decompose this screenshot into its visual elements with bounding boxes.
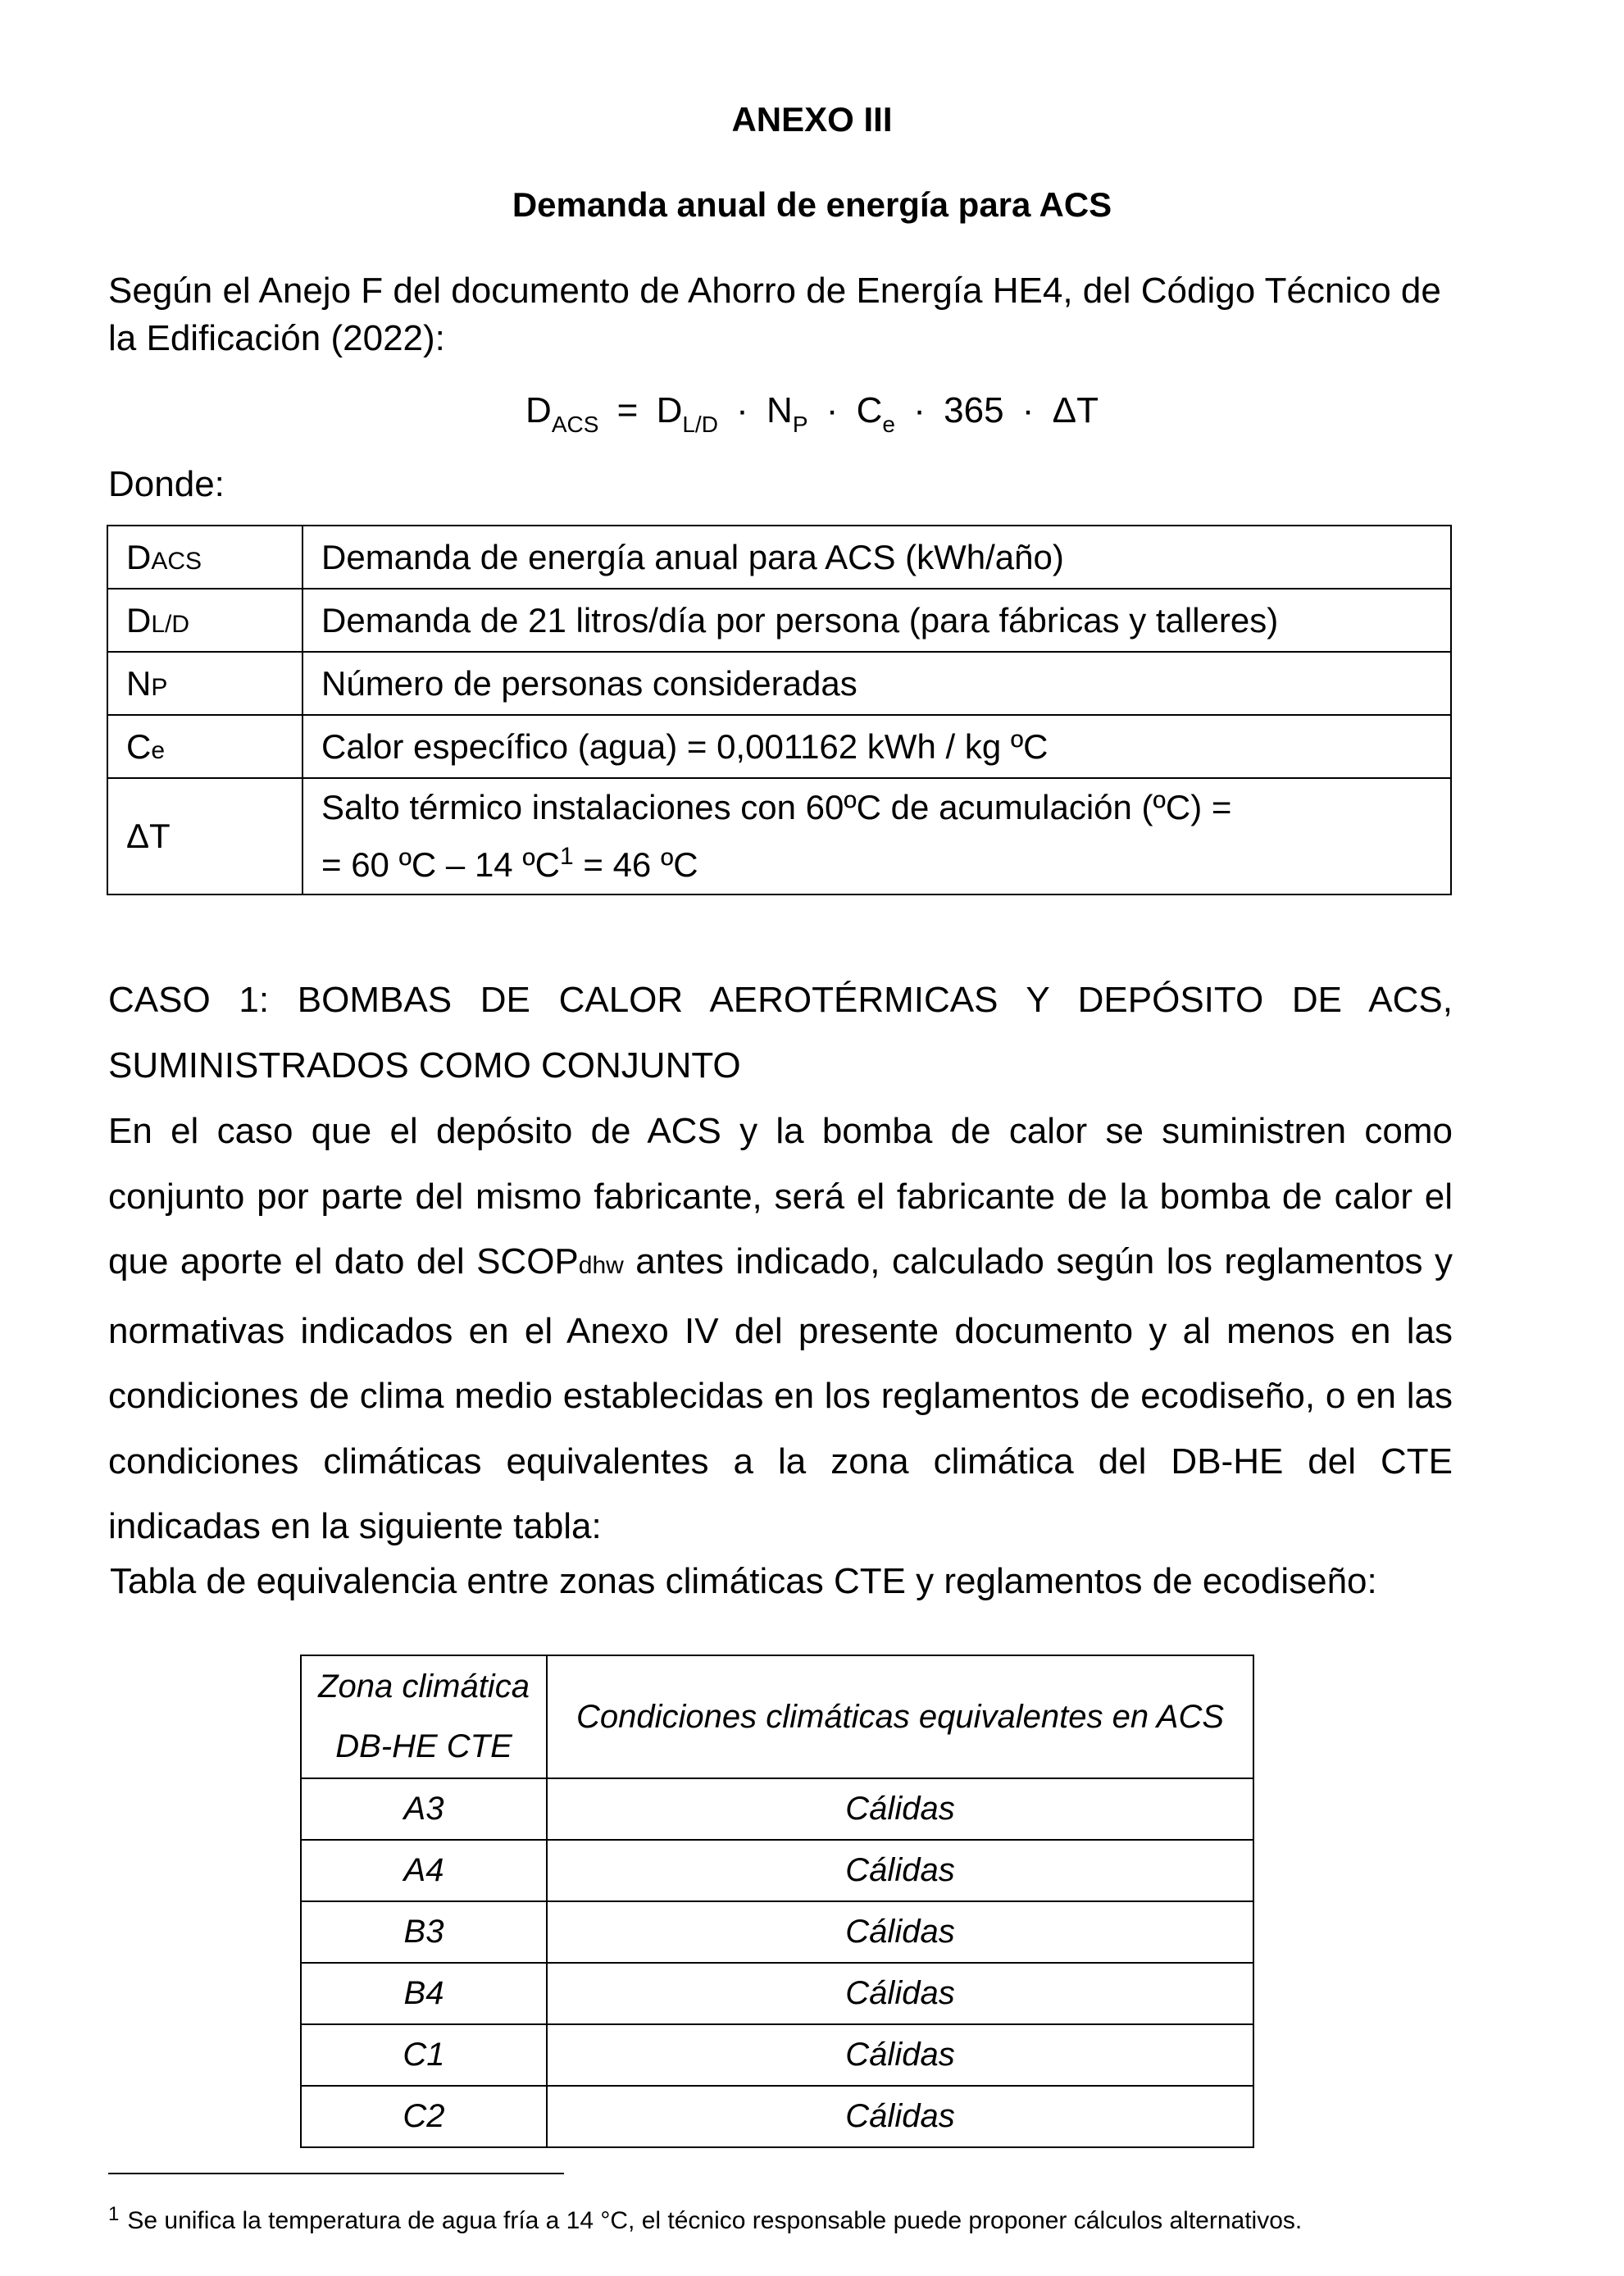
table-row (107, 652, 1451, 715)
variable-symbol: NP (107, 652, 303, 715)
condition-cell: Cálidas (547, 2086, 1253, 2147)
case-body-paragraph: En el caso que el depósito de ACS y la bomba de calor se suministren como conjunto por parte del mismo fabricante, será el fabricante de la bomba de calor el que aporte el dato del SCOPdhw antes indicado, calculado según los reglamentos y normativas indicados en el Anexo IV del presente documento y al menos en las condiciones de clima medio establecidas en los reglamentos de ecodiseño, o en las condiciones climáticas equivalentes a la zona climática del DB-HE del CTE indicadas en la siguiente tabla: (108, 1111, 1453, 1546)
table-row (107, 526, 1451, 589)
table-row (107, 589, 1451, 652)
condition-cell: Cálidas (547, 2024, 1253, 2086)
formula-delta-t: ΔT (1052, 390, 1099, 430)
formula-equals: = (616, 390, 639, 430)
formula-sub-ld: L/D (682, 412, 718, 437)
variable-description: Salto térmico instalaciones con 60ºC de acumulación (ºC) = = 60 ºC – 14 ºC$^1$ = 46 ºC (303, 778, 1451, 894)
footnote-separator (108, 2173, 564, 2174)
variable-symbol: Ce (107, 715, 303, 778)
condition-cell: Cálidas (547, 1963, 1253, 2024)
formula-days: 365 (944, 390, 1004, 430)
variable-description: Número de personas consideradas (303, 652, 1451, 715)
footnote-text: Se unifica la temperatura de agua fría a 14 °C, el técnico responsable puede proponer cálculos alternativos. (127, 2207, 1303, 2234)
table-row (301, 2024, 1253, 2086)
table-row (301, 1778, 1253, 1840)
formula-sub-e: e (882, 412, 895, 437)
case-heading-line1: CASO 1: BOMBAS DE CALOR AEROTÉRMICAS Y DEPÓSITO DE ACS, (108, 980, 1453, 1020)
formula-sub-acs: ACS (551, 412, 599, 437)
demand-formula (0, 387, 1624, 448)
variable-description: Demanda de energía anual para ACS (kWh/año) (303, 526, 1451, 589)
case-heading-line2: SUMINISTRADOS COMO CONJUNTO (108, 1045, 741, 1086)
table-row (301, 1963, 1253, 2024)
scop-subscript: dhw (578, 1252, 624, 1279)
climate-zones-table (300, 1655, 1254, 2148)
table-row (107, 715, 1451, 778)
condition-cell: Cálidas (547, 1901, 1253, 1963)
section-title: Demanda anual de energía para ACS (512, 185, 1112, 224)
intro-paragraph: Según el Anejo F del documento de Ahorro de Energía HE4, del Código Técnico de la Edificación (2022): (108, 271, 1441, 358)
variable-symbol: DL/D (107, 589, 303, 652)
formula-dot-2: · (826, 390, 839, 430)
footnote (108, 2197, 1453, 2238)
formula-c: C (856, 390, 883, 430)
table-row (301, 1840, 1253, 1901)
footnote-number: 1 (108, 2203, 120, 2225)
zone-cell: B4 (301, 1963, 547, 2024)
table-row (107, 778, 1451, 894)
variables-table (107, 525, 1452, 895)
formula-d2: D (656, 390, 683, 430)
table-row (301, 1901, 1253, 1963)
zone-cell: A3 (301, 1778, 547, 1840)
condition-cell: Cálidas (547, 1778, 1253, 1840)
header-conditions: Condiciones climáticas equivalentes en ACS (547, 1655, 1253, 1778)
formula-dot-1: · (736, 390, 748, 430)
table-header-row (301, 1655, 1253, 1778)
formula-sub-p: P (792, 412, 808, 437)
variable-symbol: DACS (107, 526, 303, 589)
zone-cell: A4 (301, 1840, 547, 1901)
where-label: Donde: (108, 464, 225, 504)
footnote-ref: 1 (560, 843, 574, 870)
formula-dot-3: · (913, 390, 926, 430)
variable-symbol: ΔT (107, 778, 303, 894)
formula-d: D (525, 390, 552, 430)
table-row (301, 2086, 1253, 2147)
formula-dot-4: · (1021, 390, 1035, 430)
variable-description: Demanda de 21 litros/día por persona (para fábricas y talleres) (303, 589, 1451, 652)
header-climate-zone: Zona climática DB-HE CTE (301, 1655, 547, 1778)
table-caption: Tabla de equivalencia entre zonas climáticas CTE y reglamentos de ecodiseño: (110, 1561, 1377, 1601)
formula-n: N (767, 390, 793, 430)
annex-title: ANEXO III (731, 100, 893, 139)
zone-cell: B3 (301, 1901, 547, 1963)
variable-description: Calor específico (agua) = 0,001162 kWh / kg ºC (303, 715, 1451, 778)
case-heading (108, 967, 1453, 1099)
zone-cell: C2 (301, 2086, 547, 2147)
zone-cell: C1 (301, 2024, 547, 2086)
condition-cell: Cálidas (547, 1840, 1253, 1901)
